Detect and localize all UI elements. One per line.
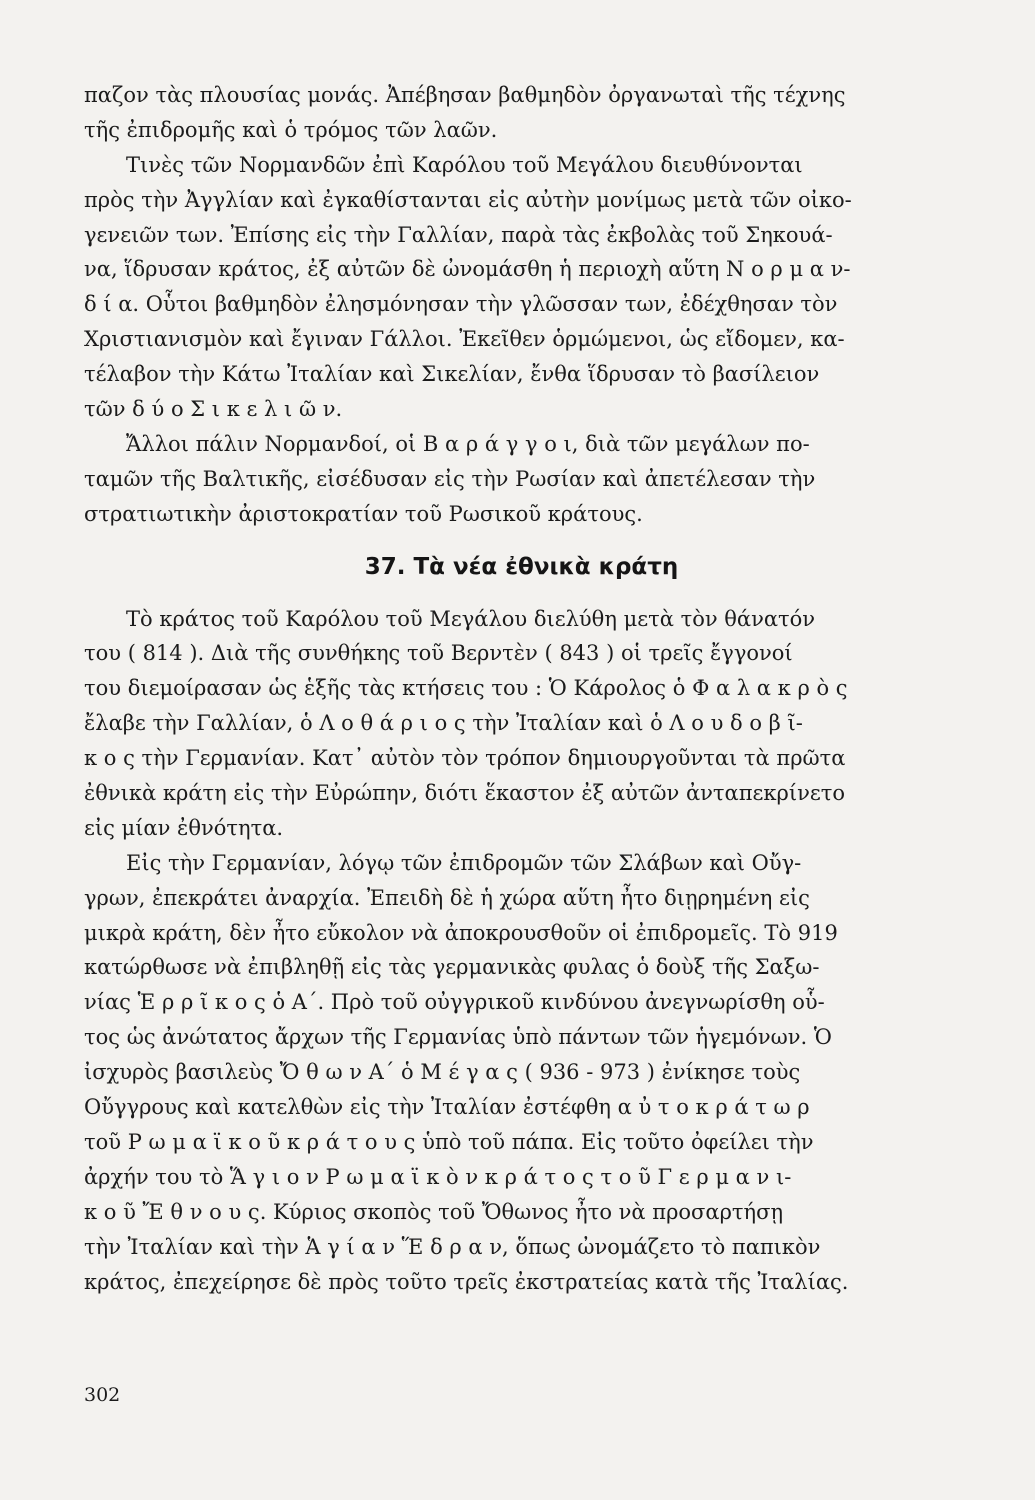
text-line: Ἄλλοι πάλιν Νορμανδοί, οἱ Β α ρ ά γ γ ο ι, διὰ τῶν μεγάλων πο-: [126, 431, 810, 456]
text-line: ἐθνικὰ κράτη εἰς τὴν Εὐρώπην, διότι ἕκαστον ἐξ αὐτῶν ἀνταπεκρίνετο: [84, 781, 846, 806]
text-line: τοῦ Ρ ω μ α ϊ κ ο ῦ κ ρ ά τ ο υ ς ὑπὸ τοῦ πάπα. Εἰς τοῦτο ὀφείλει τὴν: [84, 1129, 814, 1154]
text-line: Εἰς τὴν Γερμανίαν, λόγῳ τῶν ἐπιδρομῶν τῶν Σλάβων καὶ Οὔγ-: [126, 850, 802, 875]
text-line: στρατιωτικὴν ἀριστοκρατίαν τοῦ Ρωσικοῦ κράτους.: [84, 501, 643, 526]
text-line: τὴν Ἰταλίαν καὶ τὴν Ἁ γ ί α ν Ἕ δ ρ α ν, ὅπως ὠνομάζετο τὸ παπικὸν: [84, 1234, 821, 1259]
text-line: του ( 814 ). Διὰ τῆς συνθήκης τοῦ Βερντὲν ( 843 ) οἱ τρεῖς ἔγγονοί: [84, 641, 793, 666]
text-line: ἔλαβε τὴν Γαλλίαν, ὁ Λ ο θ ά ρ ι ο ς τὴν Ἰταλίαν καὶ ὁ Λ ο υ δ ο β ῖ-: [84, 711, 803, 736]
text-line: κ ο ῦ Ἔ θ ν ο υ ς. Κύριος σκοπὸς τοῦ Ὄθωνος ἦτο νὰ προσαρτήσῃ: [84, 1199, 784, 1224]
text-line: νίας Ἑ ρ ρ ῖ κ ο ς ὁ Α΄. Πρὸ τοῦ οὐγγρικοῦ κινδύνου ἀνεγνωρίσθη οὗ-: [84, 990, 825, 1015]
text-line: παζον τὰς πλουσίας μονάς. Ἀπέβησαν βαθμηδὸν ὀργανωταὶ τῆς τέχνης: [84, 83, 846, 107]
text-line: εἰς μίαν ἐθνότητα.: [84, 815, 284, 840]
text-line: μικρὰ κράτη, δὲν ἦτο εὔκολον νὰ ἀποκρουσθοῦν οἱ ἐπιδρομεῖς. Τὸ 919: [84, 920, 838, 945]
text-line: να, ἵδρυσαν κράτος, ἐξ αὐτῶν δὲ ὠνομάσθη ἡ περιοχὴ αὕτη Ν ο ρ μ α ν-: [84, 257, 851, 282]
text-line: τέλαβον τὴν Κάτω Ἰταλίαν καὶ Σικελίαν, ἔνθα ἵδρυσαν τὸ βασίλειον: [84, 362, 820, 387]
text-line: ἰσχυρὸς βασιλεὺς Ὄ θ ω ν Α΄ ὁ Μ έ γ α ς ( 936 - 973 ) ἐνίκησε τοὺς: [84, 1060, 801, 1085]
text-line: Τὸ κράτος τοῦ Καρόλου τοῦ Μεγάλου διελύθη μετὰ τὸν θάνατόν: [126, 606, 816, 631]
body-text: [84, 78, 959, 1299]
text-line: ταμῶν τῆς Βαλτικῆς, εἰσέδυσαν εἰς τὴν Ρωσίαν καὶ ἀπετέλεσαν τὴν: [84, 466, 816, 491]
text-line: κ ο ς τὴν Γερμανίαν. Κατ᾽ αὐτὸν τὸν τρόπον δημιουργοῦνται τὰ πρῶτα: [84, 746, 846, 771]
text-line: Οὔγγρους καὶ κατελθὼν εἰς τὴν Ἰταλίαν ἐστέφθη α ὐ τ ο κ ρ ά τ ω ρ: [84, 1095, 810, 1120]
section-heading: 37. Τὰ νέα ἐθνικὰ κράτη: [364, 553, 679, 580]
text-line: κράτος, ἐπεχείρησε δὲ πρὸς τοῦτο τρεῖς ἐκστρατείας κατὰ τῆς Ἰταλίας.: [84, 1269, 849, 1294]
text-line: γρων, ἐπεκράτει ἀναρχία. Ἐπειδὴ δὲ ἡ χώρα αὕτη ἦτο διῃρημένη εἰς: [84, 885, 810, 910]
text-line: γενειῶν των. Ἐπίσης εἰς τὴν Γαλλίαν, παρὰ τὰς ἐκβολὰς τοῦ Σηκουά-: [84, 222, 833, 247]
text-line: δ ί α. Οὗτοι βαθμηδὸν ἐλησμόνησαν τὴν γλῶσσαν των, ἐδέχθησαν τὸν: [84, 292, 838, 317]
text-line: Τινὲς τῶν Νορμανδῶν ἐπὶ Καρόλου τοῦ Μεγάλου διευθύνονται: [126, 152, 803, 177]
text-line: τῶν δ ύ ο Σ ι κ ε λ ι ῶ ν.: [84, 397, 343, 422]
text-line: κατώρθωσε νὰ ἐπιβληθῇ εἰς τὰς γερμανικὰς φυλας ὁ δοὺξ τῆς Σαξω-: [84, 955, 820, 980]
page-number: 302: [84, 1384, 121, 1406]
text-line: Χριστιανισμὸν καὶ ἔγιναν Γάλλοι. Ἐκεῖθεν ὁρμώμενοι, ὡς εἴδομεν, κα-: [84, 327, 845, 352]
text-line: τος ὡς ἀνώτατος ἄρχων τῆς Γερμανίας ὑπὸ πάντων τῶν ἡγεμόνων. Ὁ: [84, 1025, 832, 1050]
text-line: του διεμοίρασαν ὡς ἑξῆς τὰς κτήσεις του : Ὁ Κάρολος ὁ Φ α λ α κ ρ ὸ ς: [84, 676, 848, 701]
text-line: τῆς ἐπιδρομῆς καὶ ὁ τρόμος τῶν λαῶν.: [84, 117, 498, 142]
text-line: πρὸς τὴν Ἀγγλίαν καὶ ἐγκαθίστανται εἰς αὐτὴν μονίμως μετὰ τῶν οἰκο-: [84, 187, 852, 212]
text-line: ἀρχήν του τὸ Ἅ γ ι ο ν Ρ ω μ α ϊ κ ὸ ν κ ρ ά τ ο ς τ ο ῦ Γ ε ρ μ α ν ι-: [84, 1164, 792, 1189]
